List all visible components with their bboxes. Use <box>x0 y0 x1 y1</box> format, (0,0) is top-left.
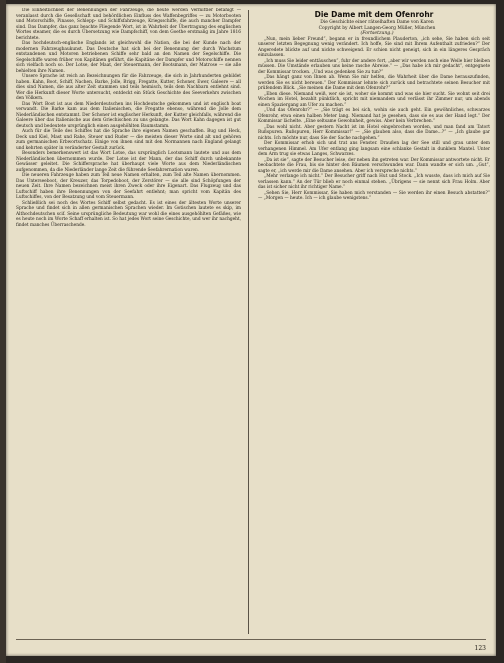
left-paragraph: Besonders bemerkenswert ist das Wort Lotse, das ursprünglich Lootsmann lautete und aus dem Niederländischen übernommen wurde. Der Lotse ist der Mann, der das Schiff durch unbekannte Gewässer geleitet. Die Schiffersprache hat überhaupt viele Worte aus dem Niederländischen aufgenommen, da die Niederländer lange Zeit die führende Seefahrernation waren. <box>16 151 241 173</box>
left-paragraph: Schließlich sei noch des Wortes Schiff selbst gedacht. Es ist eines der ältesten Worte unserer Sprache und findet sich in allen germanischen Sprachen wieder. Im Gotischen lautete es skip, im Althochdeutschen scif. Seine ursprüngliche Bedeutung war wohl die eines ausgehöhlten Gefäßes, wie es heute noch im Worte Schaff erhalten ist. So hat jedes Wort seine Geschichte, und wer ihr nachgeht, findet manches Überraschende. <box>16 200 241 228</box>
story-paragraph: „Sehen Sie, Herr Kommissar, Sie haben mich verstanden — Sie werden ihr einen Besuch abstatten?“ — „Morgen — heute. Ich — ich glaube wenigstens.“ <box>258 190 490 201</box>
column-divider <box>248 10 249 634</box>
story-paragraph: „Eben diese. Niemand weiß, wer sie ist, woher sie kommt und was sie hier sucht. Sie wohnt seit drei Wochen im Hotel, bezahlt pünktlich, spricht mit niemandem und verlässt ihr Zimmer nur, um abends einen Spaziergang am Ufer zu machen.“ <box>258 91 490 108</box>
story-subtitle: Die Geschichte einer rätselhaften Dame von Karen <box>320 20 434 25</box>
story-paragraph: „Das wohl nicht. Aber gestern Nacht ist im Hotel eingebrochen worden, und man fand am Tatort Rußspuren. Rußspuren, Herr Kommissar!“ — „Sie glauben also, dass die Dame...?“ — „Ich glaube gar nichts. Ich möchte nur, dass Sie der Sache nachgehen.“ <box>258 124 490 141</box>
continuation-note: (Fortsetzung.) <box>360 31 394 36</box>
story-paragraph: „Mehr verlange ich nicht.“ Der Besucher griff nach Hut und Stock. „Ich wusste, dass ich mich auf Sie verlassen kann.“ An der Tür blieb er noch einmal stehen. „Übrigens — sie nennt sich Frau Holm. Aber das ist sicher nicht ihr richtiger Name.“ <box>258 174 490 190</box>
left-paragraph: Die Einheitlichkeit der Benennungen der Fahrzeuge, die heute werden Vermittler befähigt — veranlasst durch die Gesellschaft und behördlichen Einfluss des Waffenbegriffes — zu Motorbooten und Motorschiffe, Pinasse, Schlepp- und Schiffsfahrzeuge, Kriegsschiffe, die auch mancher Dampfer sind. Das Dampfer, das ganz beachte Fliegende Wort, ist in Wahrheit der Übertragung des englischen Wortes steamer, die es durch Übersetzung wie Dampfschiff, von dem Goethe erstmalig im Jahre 1816 berichtete. <box>16 8 241 41</box>
story-paragraph: „Und das Ofenrohr?“ — „Sie trägt es bei sich, wohin sie auch geht. Ein gewöhnliches, schwarzes Ofenrohr, etwa einen halben Meter lang. Niemand hat je gesehen, dass sie es aus der Hand legt.“ Der Kommissar lächelte. „Eine seltsame Gewohnheit, gewiss. Aber kein Verbrechen.“ <box>258 108 490 124</box>
story-paragraph: Der Kommissar erhob sich und trat ans Fenster. Draußen lag der See still und grau unter dem verhangenen Himmel. Am Ufer entlang ging langsam eine schlanke Gestalt in dunklem Mantel. Unter dem Arm trug sie etwas Langes, Schwarzes. <box>258 141 490 157</box>
left-paragraph: Das hochdeutsch-englische Englands ist gleichwohl die Nation, die bei der Kunde nach der modernen Fahrzeugbaukunst. Das Deutsche hat sich bei der Benennung der durch Wachstum entstandenen und Motoren betriebenen Schiffe sehr bald an den Namen der Segelschiffe. Die Segelschiffe waren früher von Kapitänen geführt, die Kapitäne der Dampfer und Motorschiffe nennen sich vielfach noch so. Der Lotse, der Maat, der Steuermann, der Bootsmann, der Matrose — sie alle behielten ihre Namen. <box>16 41 241 74</box>
left-paragraph: Auch für die Teile des Schiffes hat die Sprache ihre eigenen Namen geschaffen. Bug und Heck, Deck und Kiel, Mast und Rahe, Steuer und Ruder — die meisten dieser Worte sind alt und gehören zum germanischen Erbwortschatz. Einige von ihnen sind mit den Normannen nach England gelangt und kehrten später in veränderter Gestalt zurück. <box>16 129 241 151</box>
story-paragraph: „Da ist sie“, sagte der Besucher leise, der neben ihn getreten war. Der Kommissar antwortete nicht. Er beobachtete die Frau, bis sie hinter den Bäumen verschwunden war. Dann wandte er sich um. „Gut“, sagte er, „ich werde mir die Dame ansehen. Aber ich verspreche nichts.“ <box>258 157 490 174</box>
story-copyright: Copyright by Albert Langen-Georg Müller, München <box>318 25 436 31</box>
story-paragraph: „Das hängt ganz von Ihnen ab. Wenn Sie mir helfen, die Wahrheit über die Dame herauszufinden, werden Sie es nicht bereuen.“ Der Kommissar lehnte sich zurück und betrachtete seinen Besucher mit prüfendem Blick. „Sie meinen die Dame mit dem Ofenrohr?“ <box>258 75 490 91</box>
left-paragraph: Das Wort Boot ist aus dem Niederdeutschen ins Hochdeutsche gekommen und ist englisch boat verwandt. Die Barke kam aus dem Italienischen, die Fregatte ebenso, während die Jolle dem Niederländischen entstammt. Der Schoner ist englischer Herkunft, der Kutter gleichfalls, während die Galeere über das Italienische aus dem Griechischen zu uns gelangte. Das Wort Kahn dagegen ist gut deutsch und bedeutete ursprünglich einen ausgehöhlten Baumstamm. <box>16 101 241 129</box>
page-number: 123 <box>474 645 486 652</box>
story-title: Die Dame mit dem Ofenrohr <box>314 10 434 19</box>
left-column <box>16 8 241 636</box>
story-paragraph: „Ich muss Sie leider enttäuschen“, fuhr der andere fort, „aber wir werden noch eine Weile hier bleiben müssen. Die Umstände erlauben uns keine rasche Abreise.“ — „Das habe ich mir gedacht“, entgegnete der Kommissar trocken. „Und was gedenken Sie zu tun?“ <box>258 58 490 75</box>
footer-rule <box>16 639 486 640</box>
left-paragraph: Unsere Sprache ist reich an Bezeichnungen für die Fahrzeuge, die sich in Jahrhunderten gebildet haben. Kahn, Boot, Schiff, Nachen, Barke, Jolle, Brigg, Fregatte, Kutter, Schoner, Ewer, Galeere — all dies sind Namen, die aus alter Zeit stammen und teils heimisch, teils dem Nachbarn entlehnt sind. Wer die Herkunft dieser Worte untersucht, entdeckt ein Stück Geschichte des Seeverkehrs zwischen den Völkern. <box>16 74 241 101</box>
newspaper-page <box>6 4 496 656</box>
left-paragraph: Die neueren Fahrzeuge haben zum Teil neue Namen erhalten, zum Teil alte Namen übernommen. Das Unterseeboot, der Kreuzer, das Torpedoboot, der Zerstörer — sie alle sind Schöpfungen der neuen Zeit. Ihre Namen bezeichnen meist ihren Zweck oder ihre Eigenart. Das Flugzeug und das Luftschiff haben ihre Benennungen von der Seefahrt entlehnt; man spricht vom Kapitän des Luftschiffes, von der Besatzung und vom Steuermann. <box>16 173 241 200</box>
story-paragraph: „Nun, mein lieber Freund“, begann er in freundlichem Plauderton, „ich sehe, Sie haben sich seit unserer letzten Begegnung wenig verändert. Ich hoffe, Sie sind mit Ihrem Aufenthalt zufrieden?“ Der Angeredete blickte auf und nickte schweigend. Er schien nicht geneigt, sich in ein längeres Gespräch einzulassen. <box>258 36 490 58</box>
right-column <box>258 8 490 636</box>
